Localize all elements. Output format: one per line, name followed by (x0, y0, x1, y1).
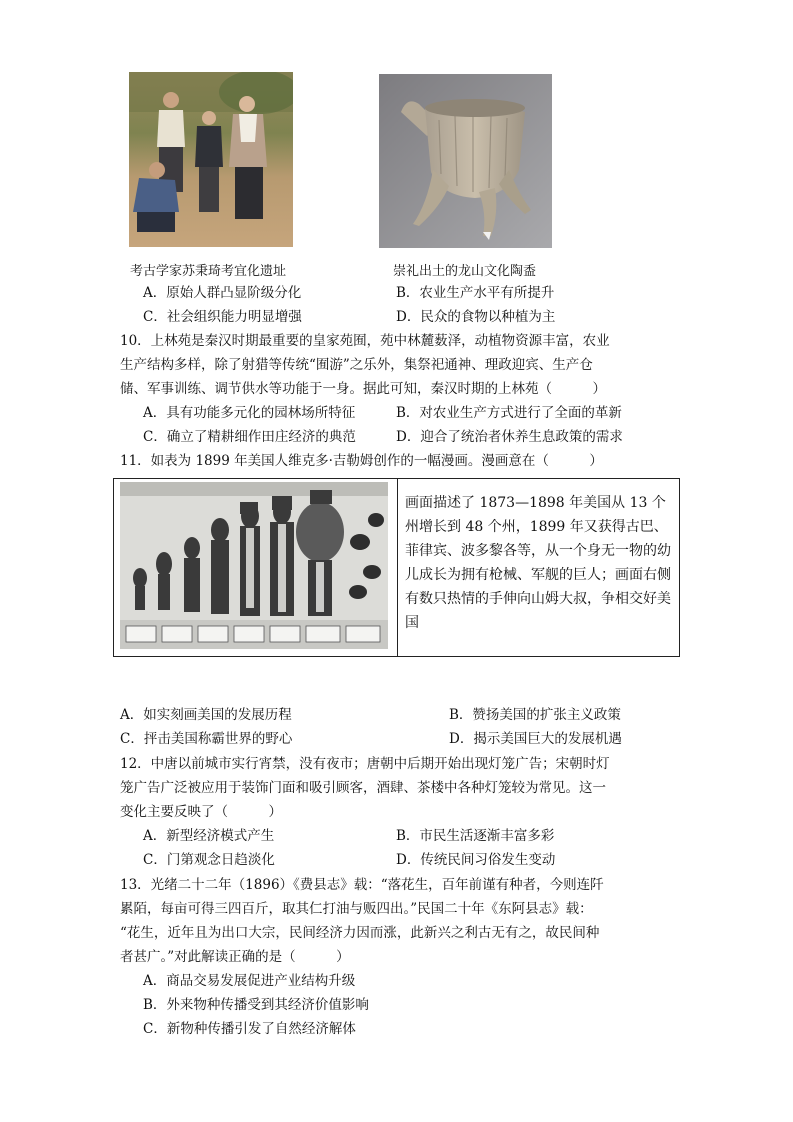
q13-option-a: A．商品交易发展促进产业结构升级 (143, 973, 356, 989)
pottery-photo (379, 74, 552, 248)
q10-stem-line-2: 生产结构多样，除了射猎等传统“囿游”之乐外，集祭祀通神、理政迎宾、生产仓 (120, 357, 593, 373)
q9-option-c: C．社会组织能力明显增强 (143, 309, 302, 325)
q11-option-c: C．抨击美国称霸世界的野心 (120, 731, 293, 747)
q10-option-c: C．确立了精耕细作田庄经济的典范 (143, 429, 356, 445)
q13-option-c: C．新物种传播引发了自然经济解体 (143, 1021, 356, 1037)
q12-option-b: B．市民生活逐渐丰富多彩 (396, 828, 555, 844)
q12-option-c: C．门第观念日趋淡化 (143, 852, 275, 868)
photo1-caption: 考古学家苏秉琦考宜化遗址 (130, 264, 287, 279)
cartoon-drawing (120, 482, 388, 649)
q12-option-d: D．传统民间习俗发生变动 (396, 852, 556, 868)
q12-stem-line-2: 笼广告广泛被应用于装饰门面和吸引顾客，酒肆、茶楼中各种灯笼较为常见。这一 (120, 780, 606, 796)
photo2-caption: 崇礼出土的龙山文化陶盉 (393, 264, 537, 279)
q9-option-a: A．原始人群凸显阶级分化 (143, 285, 302, 301)
archaeologists-photo (129, 72, 293, 247)
q13-stem-line-4: 者甚广。”对此解读正确的是（ ） (120, 949, 350, 965)
q11-option-a: A．如实刻画美国的发展历程 (120, 707, 292, 723)
q13-stem-line-2: 累陌，每亩可得三四百斤，取其仁打油与贩四出。”民国二十年《东阿县志》载： (120, 901, 593, 917)
q10-stem-line-3: 储、军事训练、调节供水等功能于一身。据此可知，秦汉时期的上林苑（ ） (120, 381, 606, 397)
q11-table (113, 478, 680, 657)
table-divider (397, 479, 398, 656)
cartoon-image (120, 482, 388, 649)
q9-option-d: D．民众的食物以种植为主 (396, 309, 556, 325)
q12-stem-line-1: 12．中唐以前城市实行宵禁，没有夜市；唐朝中后期开始出现灯笼广告；宋朝时灯 (120, 756, 610, 772)
q11-option-b: B．赞扬美国的扩张主义政策 (449, 707, 621, 723)
q12-stem-line-3: 变化主要反映了（ ） (120, 804, 282, 820)
q10-option-d: D．迎合了统治者休养生息政策的需求 (396, 429, 623, 445)
q10-stem-line-1: 10．上林苑是秦汉时期最重要的皇家苑囿，苑中林麓薮泽，动植物资源丰富，农业 (120, 333, 610, 349)
q11-table-text: 画面描述了 1873—1898 年美国从 13 个州增长到 48 个州，1899 年又获得古巴、菲律宾、波多黎各等，从一个身无一物的幼儿成长为拥有枪械、军舰的巨人；画面右侧有数只热情的手伸向山姆大叔，争相交好美国 (405, 495, 671, 631)
q12-option-a: A．新型经济模式产生 (143, 828, 275, 844)
q13-option-b: B．外来物种传播受到其经济价值影响 (143, 997, 369, 1013)
q11-stem: 11．如表为 1899 年美国人维克多·吉勒姆创作的一幅漫画。漫画意在（ ） (120, 453, 603, 469)
q9-option-b: B．农业生产水平有所提升 (396, 285, 555, 301)
q10-option-a: A．具有功能多元化的园林场所特征 (143, 405, 356, 421)
q10-option-b: B．对农业生产方式进行了全面的革新 (396, 405, 622, 421)
q13-stem-line-3: “花生，近年且为出口大宗，民间经济力因而涨，此新兴之利古无有之，故民间种 (120, 925, 600, 941)
archaeologists-photo-drawing (129, 72, 293, 247)
pottery-photo-drawing (379, 74, 552, 248)
q11-option-d: D．揭示美国巨大的发展机遇 (449, 731, 622, 747)
q13-stem-line-1: 13．光绪二十二年（1896）《费县志》载：“落花生，百年前谨有种者，今则连阡 (120, 877, 604, 893)
